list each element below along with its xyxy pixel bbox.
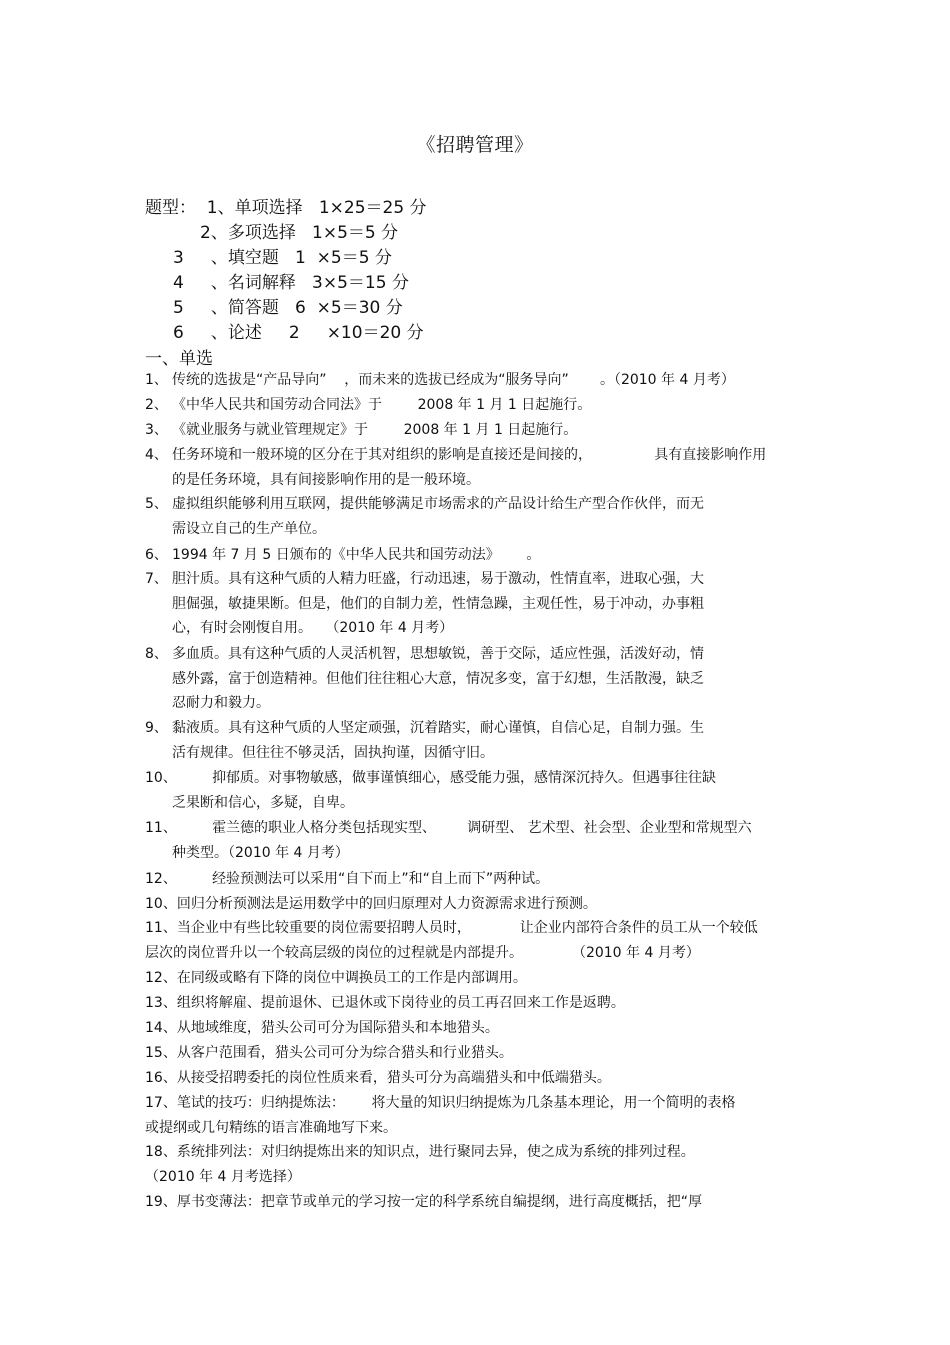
item-number: 6、 <box>145 547 168 563</box>
list-item <box>145 368 805 393</box>
item-text: 18、系统排列法：对归纳提炼出来的知识点，进行聚同去异，使之成为系统的排列过程。 （2010 年 4 月考选择） <box>145 1144 695 1185</box>
item-text: 19、厚书变薄法：把章节或单元的学习按一定的科学系统自编提纲，进行高度概括，把“厚 <box>145 1194 703 1210</box>
list-item <box>145 916 805 965</box>
item-text: 多血质。具有这种气质的人灵活机智，思想敏锐，善于交际，适应性强，活泼好动，情 感外露，富于创造精神。但他们往往粗心大意，情况多变，富于幻想，生活散漫，缺乏 忍耐力和毅力。 <box>172 646 704 711</box>
item-number: 12、 <box>145 871 177 887</box>
question-type-line: 6 、论述 2 ×10＝20 分 <box>173 323 424 343</box>
item-number: 5、 <box>145 496 168 512</box>
item-text: 12、在同级或略有下降的岗位中调换员工的工作是内部调用。 <box>145 970 527 986</box>
item-text: 经验预测法可以采用“自下而上”和“自上而下”两种试。 <box>172 871 550 887</box>
item-number: 1、 <box>145 372 168 388</box>
list-item <box>145 567 805 641</box>
question-type-line: 5 、简答题 6 ×5＝30 分 <box>173 298 403 318</box>
list-item <box>145 443 805 492</box>
item-number: 2、 <box>145 397 168 413</box>
item-number: 11、 <box>145 820 177 836</box>
list-item <box>145 418 805 443</box>
item-number: 4、 <box>145 447 168 463</box>
question-type-line: 2、多项选择 1×5＝5 分 <box>200 223 399 243</box>
item-text: 1994 年 7 月 5 日颁布的《中华人民共和国劳动法》 。 <box>172 547 541 563</box>
list-item <box>145 1016 805 1041</box>
list-item <box>145 966 805 991</box>
list-item <box>145 892 805 917</box>
item-text: 传统的选拔是“产品导向” ，而未来的选拔已经成为“服务导向” 。（2010 年 4 月考） <box>172 372 735 388</box>
item-text: 《就业服务与就业管理规定》于 2008 年 1 月 1 日起施行。 <box>172 422 578 438</box>
list-item <box>145 816 805 865</box>
list-item <box>145 1140 805 1189</box>
item-number: 3、 <box>145 422 168 438</box>
item-text: 15、从客户范围看，猎头公司可分为综合猎头和行业猎头。 <box>145 1045 513 1061</box>
item-text: 抑郁质。对事物敏感，做事谨慎细心，感受能力强，感情深沉持久。但遇事往往缺 乏果断和信心，多疑，自卑。 <box>172 770 717 811</box>
list-item <box>145 716 805 765</box>
question-type-line: 3 、填空题 1 ×5＝5 分 <box>173 248 392 268</box>
item-text: 虚拟组织能够利用互联网，提供能够满足市场需求的产品设计给生产型合作伙伴，而无 需设立自己的生产单位。 <box>172 496 704 537</box>
item-number: 8、 <box>145 646 168 662</box>
list-item <box>145 393 805 418</box>
item-text: 14、从地域维度，猎头公司可分为国际猎头和本地猎头。 <box>145 1020 499 1036</box>
item-number: 10、 <box>145 770 177 786</box>
section-heading: 一、单选 <box>145 349 213 369</box>
list-item <box>145 642 805 716</box>
question-type-line: 题型： 1、单项选择 1×25＝25 分 <box>145 198 427 218</box>
item-text: 16、从接受招聘委托的岗位性质来看，猎头可分为高端猎头和中低端猎头。 <box>145 1070 611 1086</box>
item-text: 《中华人民共和国劳动合同法》于 2008 年 1 月 1 日起施行。 <box>172 397 592 413</box>
item-number: 9、 <box>145 720 168 736</box>
question-type-line: 4 、名词解释 3×5＝15 分 <box>173 273 409 293</box>
list-item <box>145 991 805 1016</box>
item-text: 13、组织将解雇、提前退休、已退休或下岗待业的员工再召回来工作是返聘。 <box>145 995 625 1011</box>
list-item <box>145 1041 805 1066</box>
item-text: 胆汁质。具有这种气质的人精力旺盛，行动迅速，易于激动，性情直率，进取心强，大 胆倔强，敏捷果断。但是，他们的自制力差，性情急躁，主观任性，易于冲动，办事粗 心，有时会刚愎自用。 （2010 年 4 月考） <box>172 571 704 636</box>
item-text: 10、回归分析预测法是运用数学中的回归原理对人力资源需求进行预测。 <box>145 896 597 912</box>
item-number: 7、 <box>145 571 168 587</box>
list-item <box>145 1190 805 1215</box>
list-item <box>145 1066 805 1091</box>
item-text: 黏液质。具有这种气质的人坚定顽强，沉着踏实，耐心谨慎，自信心足，自制力强。生 活有规律。但往往不够灵活，固执拘谨，因循守旧。 <box>172 720 704 761</box>
item-text: 17、笔试的技巧：归纳提炼法： 将大量的知识归纳提炼为几条基本理论，用一个简明的表格 或提纲或几句精练的语言准确地写下来。 <box>145 1095 736 1136</box>
list-item <box>145 492 805 541</box>
list-item <box>145 867 805 892</box>
item-text: 11、当企业中有些比较重要的岗位需要招聘人员时， 让企业内部符合条件的员工从一个较低 层次的岗位晋升以一个较高层级的岗位的过程就是内部提升。 （2010 年 4 月考） <box>145 920 758 961</box>
list-item <box>145 766 805 815</box>
list-item <box>145 1091 805 1140</box>
list-item <box>145 543 805 568</box>
document-title: 《招聘管理》 <box>416 134 534 156</box>
item-text: 任务环境和一般环境的区分在于其对组织的影响是直接还是间接的， 具有直接影响作用 的是任务环境，具有间接影响作用的是一般环境。 <box>172 447 767 488</box>
item-text: 霍兰德的职业人格分类包括现实型、 调研型、 艺术型、社会型、企业型和常规型六 种类型。（2010 年 4 月考） <box>172 820 752 861</box>
